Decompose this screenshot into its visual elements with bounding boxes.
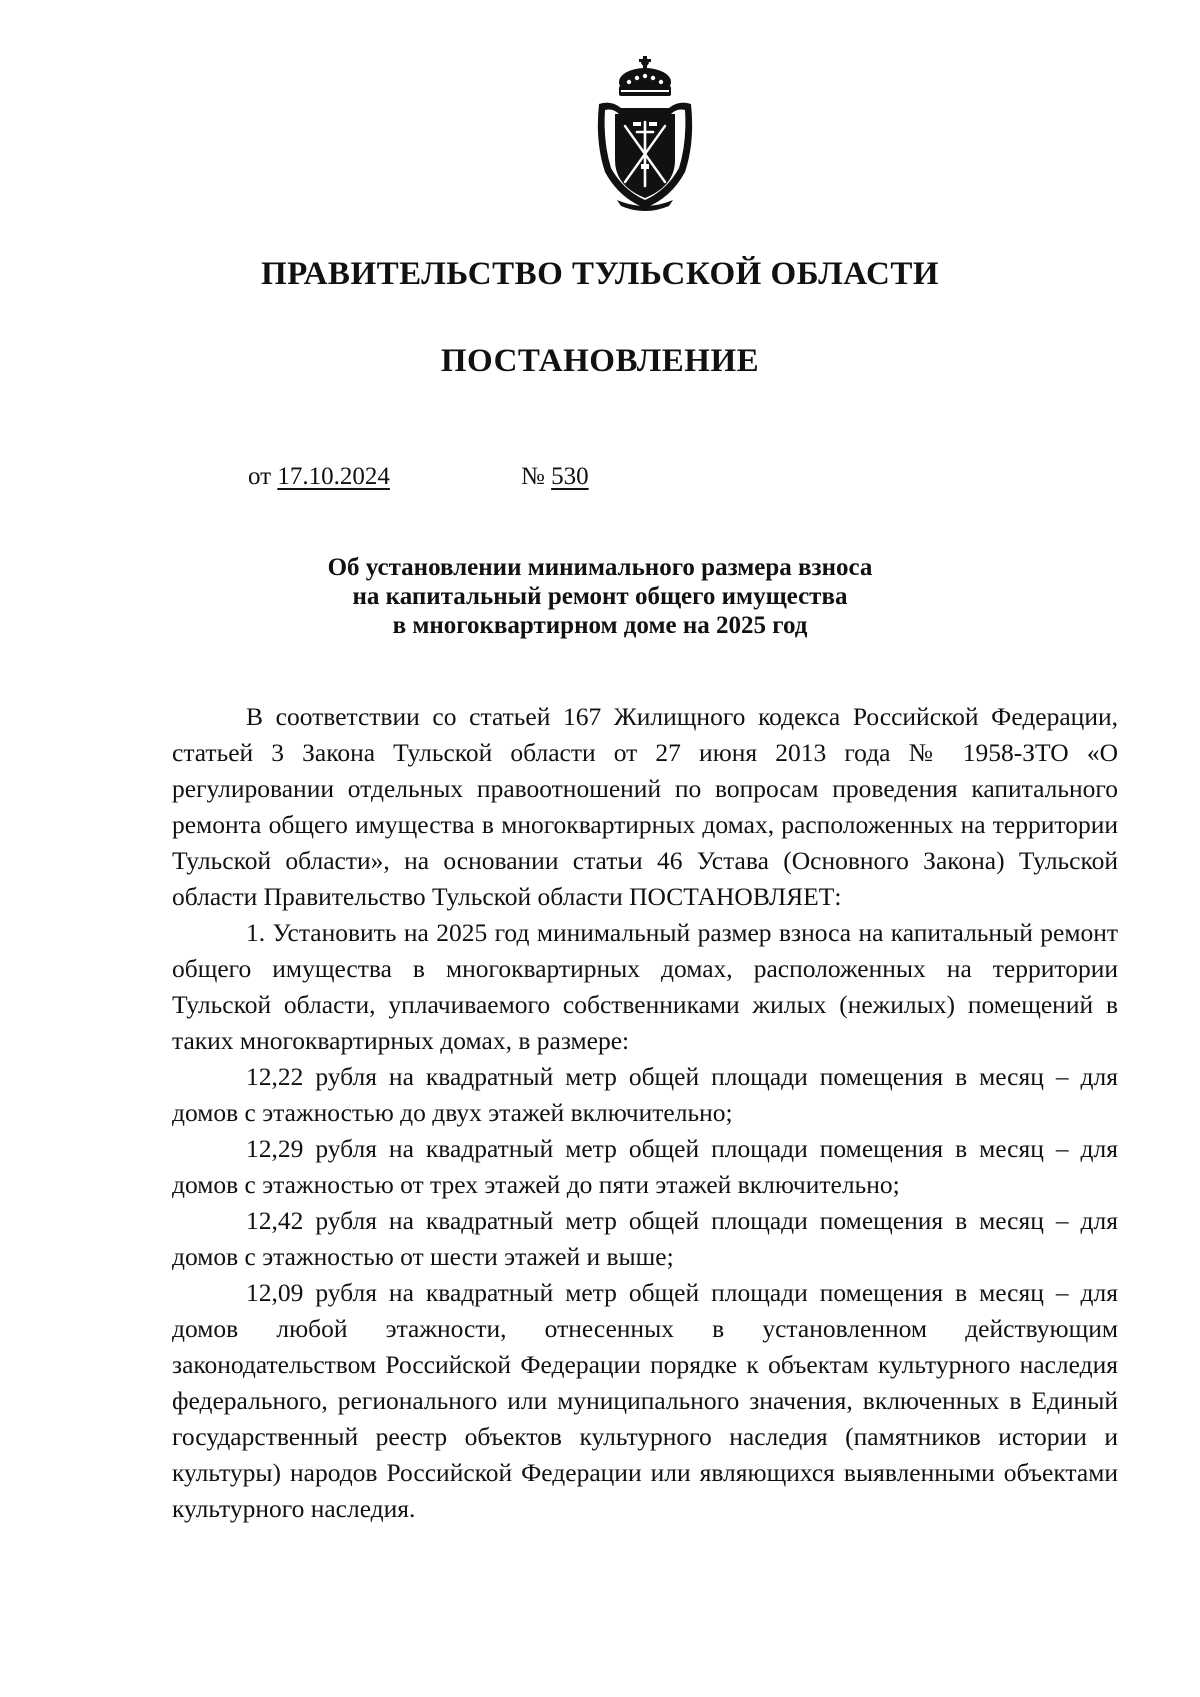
rate-4-paragraph: 12,09 рубля на квадратный метр общей площади помещения в месяц – для домов любой этажности, отнесенных в установленном действующим законодательством Российской Федерации порядке к объектам культурного наследия федерального, регионального или муниципального значения, включенных в Единый государственный реестр объектов культурного наследия (памятников истории и культуры) народов Российской Федерации или являющихся выявленными объектами культурного наследия. bbox=[172, 1278, 1118, 1523]
coat-of-arms-icon bbox=[589, 52, 701, 212]
document-meta bbox=[248, 463, 589, 491]
item-1-paragraph: 1. Установить на 2025 год минимальный размер взноса на капитальный ремонт общего имущества в многоквартирных домах, расположенных на территории Тульской области, уплачиваемого собственниками жилых (нежилых) помещений в таких многоквартирных домах, в размере: bbox=[172, 918, 1118, 1055]
document-subject bbox=[0, 553, 1200, 640]
subject-line-3: в многоквартирном доме на 2025 год bbox=[392, 612, 808, 639]
number-prefix: № bbox=[521, 463, 552, 490]
subject-line-2: на капитальный ремонт общего имущества bbox=[352, 583, 848, 610]
preamble-paragraph: В соответствии со статьей 167 Жилищного кодекса Российской Федерации, статьей 3 Закона Тульской области от 27 июня 2013 года № 1958-ЗТО «О регулировании отдельных правоотношений по вопросам проведения капитального ремонта общего имущества в многоквартирных домах, расположенных на территории Тульской области», на основании статьи 46 Устава (Основного Закона) Тульской области Правительство Тульской области ПОСТАНОВЛЯЕТ: bbox=[172, 702, 1118, 911]
document-date: 17.10.2024 bbox=[277, 463, 390, 490]
government-title: ПРАВИТЕЛЬСТВО ТУЛЬСКОЙ ОБЛАСТИ bbox=[261, 256, 939, 292]
rate-1-paragraph: 12,22 рубля на квадратный метр общей площади помещения в месяц – для домов с этажностью до двух этажей включительно; bbox=[172, 1062, 1118, 1127]
document-type: ПОСТАНОВЛЕНИЕ bbox=[440, 343, 760, 379]
rate-2-paragraph: 12,29 рубля на квадратный метр общей площади помещения в месяц – для домов с этажностью от трех этажей до пяти этажей включительно; bbox=[172, 1134, 1118, 1199]
document-body bbox=[172, 699, 1118, 1527]
subject-line-1: Об установлении минимального размера взноса bbox=[327, 554, 873, 581]
document-number-group bbox=[521, 463, 589, 491]
date-prefix: от bbox=[248, 463, 278, 490]
rate-3-paragraph: 12,42 рубля на квадратный метр общей площади помещения в месяц – для домов с этажностью от шести этажей и выше; bbox=[172, 1206, 1118, 1271]
document-number: 530 bbox=[551, 463, 589, 490]
